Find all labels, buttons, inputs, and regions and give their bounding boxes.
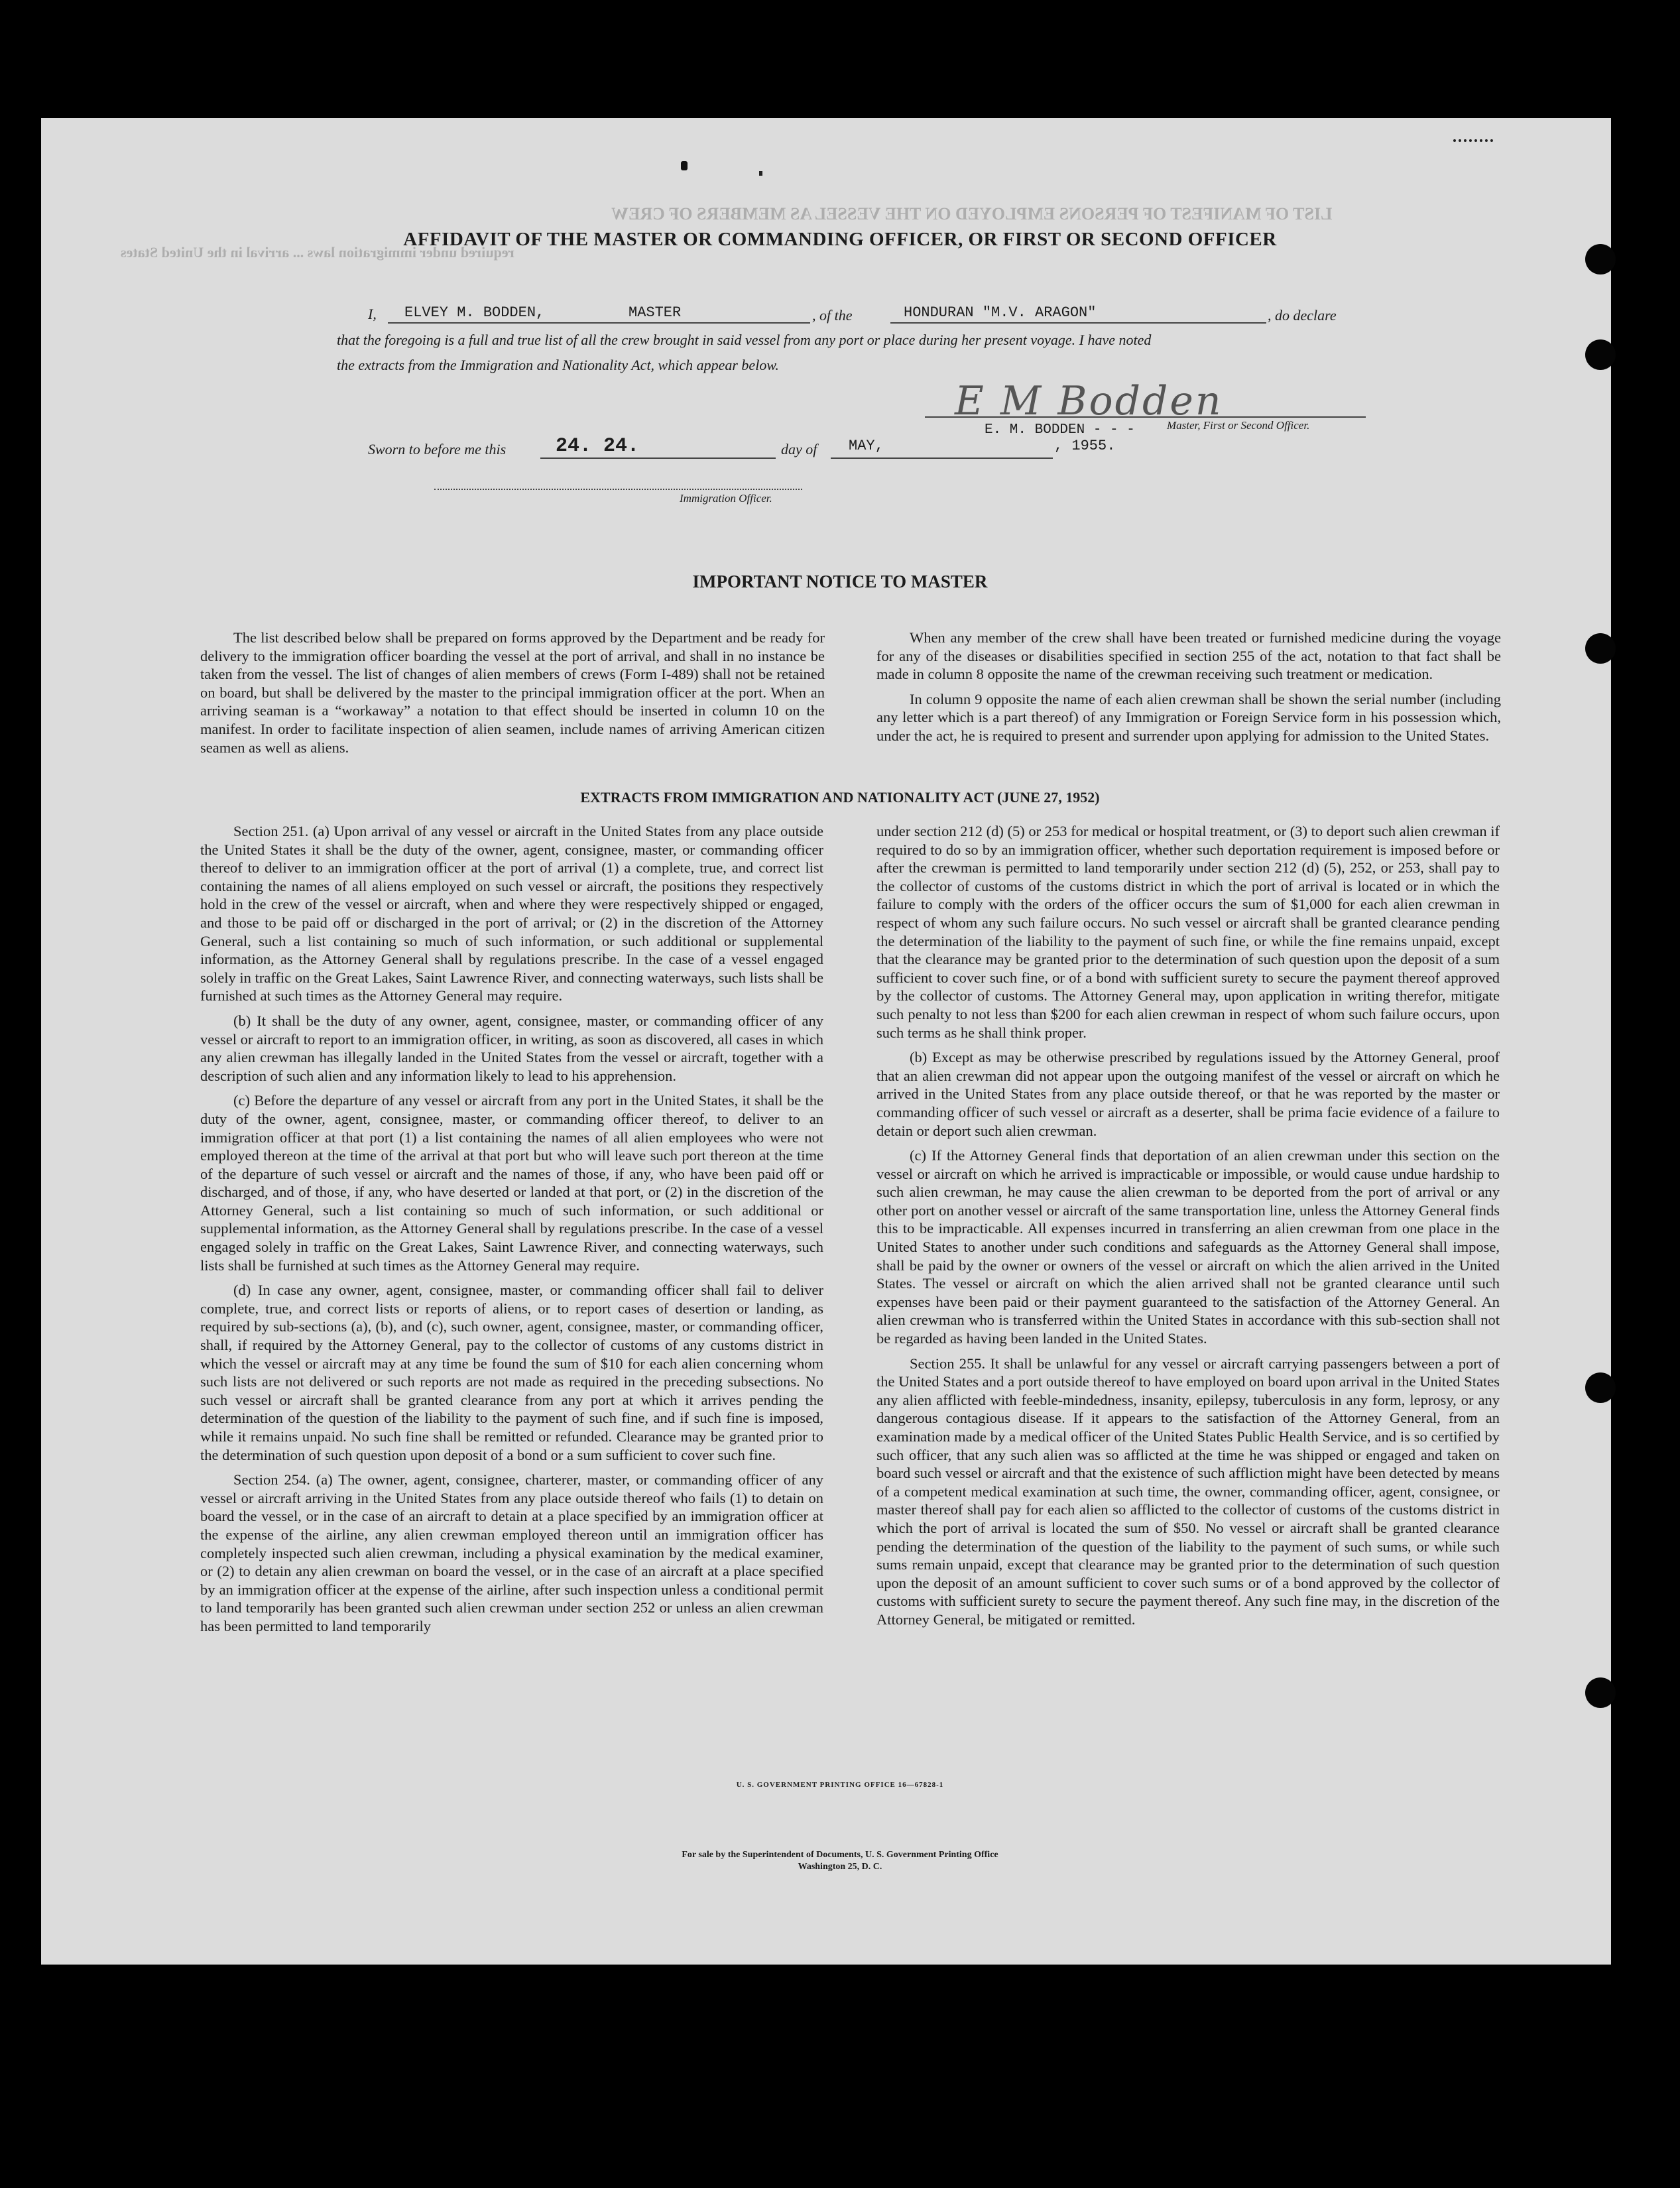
signature-underline	[925, 416, 1366, 418]
sworn-month: MAY,	[849, 438, 884, 454]
speck	[759, 171, 762, 176]
declaration-line-3: the extracts from the Immigration and Nationality Act, which appear below.	[337, 357, 779, 373]
vessel-name: HONDURAN "M.V. ARAGON"	[904, 304, 1097, 321]
notice-paragraph: In column 9 opposite the name of each alien crewman shall be shown the serial number (including any letter which is a part thereof) of any Immigration or Foreign Service form in his possession which, under the act, he is required to present and surrender upon applying for admission to the United States.	[876, 690, 1501, 744]
master-name: ELVEY M. BODDEN,	[404, 304, 545, 321]
day-of-label: day of	[781, 441, 817, 457]
handwritten-signature: E M Bodden	[955, 378, 1223, 424]
typed-name: E. M. BODDEN - - -	[985, 422, 1135, 438]
of-the-label: , of the	[812, 307, 853, 324]
name-underline	[388, 322, 810, 324]
sworn-year: , 1955.	[1054, 438, 1116, 454]
extracts-title: EXTRACTS FROM IMMIGRATION AND NATIONALITY ACT (JUNE 27, 1952)	[580, 789, 1100, 806]
immigration-officer-label: Immigration Officer.	[680, 492, 772, 505]
notice-right-column	[876, 629, 1501, 752]
section-paragraph: (d) In case any owner, agent, consignee, master, or commanding officer shall fail to deliver complete, true, and correct lists or reports of aliens, or to report cases of desertion or landing, as required by sub-sections (a), (b), and (c), such owner, agent, consignee, master, or commanding officer, shall, if required by the Attorney General, pay to the collector of customs of any customs district in which the vessel or aircraft may at any time be found the sum of $10 for each alien concerning whom such lists are not delivered or such reports are not made as required in the preceding subsections. No such vessel or aircraft shall be granted clearance from any port at which it arrives pending the determination of the question of the liability to the payment of such fine, and if such fine is imposed, while it remains unpaid. No such fine shall be remitted or refunded. Clearance may be granted prior to the determination of such question upon deposit of a bond or a sum sufficient to cover such fine.	[200, 1282, 823, 1463]
sale-line-2: Washington 25, D. C.	[798, 1862, 882, 1872]
speck	[1453, 139, 1493, 146]
officer-signature-line	[434, 489, 802, 490]
notice-left-column	[200, 629, 825, 763]
punch-hole	[1585, 1677, 1616, 1708]
section-paragraph: under section 212 (d) (5) or 253 for medical or hospital treatment, or (3) to deport such alien crewman if required to do so by an immigration officer, whether such deportation requirement is imposed before or after the crewman is permitted to land temporarily under section 212 (d) (5), 252, or 253, shall pay to the collector of customs of the customs district in which the port of arrival is located or in which the failure to comply with the orders of the officer occurs the sum of $1,000 for each alien crewman in respect of whom any such failure occurs. No such vessel or aircraft shall be granted clearance pending the determination of the liability to the payment of such fine, or while the fine remains unpaid, except that the clearance may be granted prior to the determination of such question upon the deposit of a sum sufficient to cover such fine, or of a bond with sufficient surety to secure the payment thereof approved by the collector of customs. The Attorney General may, upon application in writing therefor, mitigate such penalty to not less than $200 for each alien crewman in respect of whom such failure occurs, upon such terms as he shall think proper.	[876, 823, 1500, 1041]
extracts-left-column	[200, 822, 823, 1642]
punch-hole	[1585, 339, 1616, 370]
month-underline	[831, 457, 1053, 459]
sworn-day: 24. 24.	[556, 435, 640, 457]
do-declare-label: , do declare	[1268, 307, 1337, 324]
notice-paragraph: The list described below shall be prepared on forms approved by the Department and be ready for delivery to the immigration officer boarding the vessel at the port of arrival, and shall in no instance be taken from the vessel. The list of changes of alien members of crews (Form I-489) shall not be retained on board, but shall be delivered by the master to the principal immigration officer at the port. When an arriving seaman is a “workaway” a notation to that effect should be inserted in column 10 on the manifest. In order to facilitate inspection of alien seamen, include names of arriving American citizen seamen as well as aliens.	[200, 629, 825, 756]
bleedthrough-line-1: LIST OF MANIFEST OF PERSONS EMPLOYED ON THE VESSEL AS MEMBERS OF CREW	[611, 204, 1333, 223]
punch-hole	[1585, 633, 1616, 664]
sworn-label: Sworn to before me this	[368, 441, 507, 457]
bleedthrough-line-2: required under immigration laws ... arrival in the United States	[121, 244, 514, 261]
section-paragraph: (c) If the Attorney General finds that deportation of an alien crewman under this section on the vessel or aircraft on which he arrived is impracticable or impossible, or would cause undue hardship to such alien crewman, he may cause the alien crewman to be deported from the port of arrival or any other port on another vessel or aircraft of the same transportation line, unless the Attorney General finds this to be impracticable. All expenses incurred in transferring an alien crewman from one place in the United States to another under such conditions and safeguards as the Attorney General shall impose, shall be paid by the owner or owners of the vessel or aircraft on which the alien arrived in the United States. The vessel or aircraft on which the alien arrived shall not be granted clearance until such expenses have been paid or their payment guaranteed to the satisfaction of the Attorney General. An alien crewman who is transferred within the United States in accordance with this sub-section shall not be regarded as having been landed in the United States.	[876, 1147, 1500, 1347]
affidavit-title: AFFIDAVIT OF THE MASTER OR COMMANDING OFFICER, OR FIRST OR SECOND OFFICER	[403, 229, 1277, 250]
declaration-line-2: that the foregoing is a full and true list of all the crew brought in said vessel from any port or place during her present voyage. I have noted	[337, 332, 1152, 348]
section-paragraph: Section 251. (a) Upon arrival of any vessel or aircraft in the United States from any place outside the United States it shall be the duty of the owner, agent, consignee, master, or commanding officer thereof to deliver to an immigration officer at the port of arrival (1) a complete, true, and correct list containing the names of all aliens employed on such vessel or aircraft, the positions they respectively hold in the crew of the vessel or aircraft, when and where they were respectively shipped or engaged, and those to be paid off or discharged in the port of arrival; or (2) in the discretion of the Attorney General, such a list containing so much of such information, or such additional or supplemental information, as the Attorney General shall by regulations prescribe. In the case of a vessel engaged solely in traffic on the Great Lakes, Saint Lawrence River, and connecting waterways, such lists shall be furnished at such times as the Attorney General may require.	[200, 823, 823, 1004]
section-paragraph: Section 255. It shall be unlawful for any vessel or aircraft carrying passengers between a port of the United States and a port outside thereof to have employed on board upon arrival in the United States any alien afflicted with feeble-mindedness, insanity, epilepsy, tuberculosis in any form, leprosy, or any dangerous contagious disease. If it appears to the satisfaction of the Attorney General, from an examination made by a medical officer of the United States Public Health Service, and is so certified by such officer, that any such alien was so afflicted at the time he was shipped or engaged and taken on board such vessel or aircraft and that the existence of such affliction might have been detected by means of a competent medical examination at such time, the owner, commanding officer, agent, consignee, or master thereof shall pay for each alien so afflicted to the collector of customs of the customs district in which the port of arrival is located the sum of $50. No vessel or aircraft shall be granted clearance pending the determination of the question of the liability to the payment of such sums, or while such sums remain unpaid, except that clearance may be granted prior to the determination of such question upon the deposit of an amount sufficient to cover such sums or of a bond approved by the collector of customs with sufficient surety to secure the payment thereof. Any such fine may, in the discretion of the Attorney General, be mitigated or remitted.	[876, 1355, 1500, 1628]
declaration-prefix: I,	[368, 306, 377, 322]
printing-office-line: U. S. GOVERNMENT PRINTING OFFICE 16—67828-1	[736, 1781, 944, 1789]
vessel-underline	[890, 322, 1266, 324]
speck	[681, 161, 688, 170]
section-paragraph: (b) Except as may be otherwise prescribed by regulations issued by the Attorney General, proof that an alien crewman did not appear upon the outgoing manifest of the vessel or aircraft on which he arrived in the United States from any place outside thereof, or that he was reported by the master or commanding officer of such vessel or aircraft as a deserter, shall be prima facie evidence of a failure to detain or deport such alien crewman.	[876, 1049, 1500, 1139]
master-rank: MASTER	[629, 304, 682, 321]
section-paragraph: (b) It shall be the duty of any owner, agent, consignee, master, or commanding officer of any vessel or aircraft to report to an immigration officer, in writing, as soon as discovered, all cases in which any alien crewman has illegally landed in the United States from the vessel or aircraft, together with a description of such alien and any information likely to lead to his apprehension.	[200, 1012, 823, 1084]
section-paragraph: Section 254. (a) The owner, agent, consignee, charterer, master, or commanding officer of any vessel or aircraft arriving in the United States from any place outside thereof who fails (1) to detain on board the vessel, or in the case of an aircraft to detain at a place specified by an immigration officer at the expense of the airline, any alien crewman employed thereon until an immigration officer has completely inspected such alien crewman, including a physical examination by the medical examiner, or (2) to detain any alien crewman on board the vessel, or in the case of an aircraft at a place specified by an immigration officer at the expense of the airline, after such inspection unless a conditional permit to land temporarily has been granted such alien crewman under section 252 or unless an alien crewman has been permitted to land temporarily	[200, 1471, 823, 1634]
master-officer-label: Master, First or Second Officer.	[1167, 419, 1310, 432]
notice-title: IMPORTANT NOTICE TO MASTER	[692, 572, 988, 591]
notice-paragraph: When any member of the crew shall have been treated or furnished medicine during the voyage for any of the diseases or disabilities specified in section 255 of the act, notation to that fact shall be made in column 8 opposite the name of the crewman receiving such treatment or medication.	[876, 629, 1501, 683]
day-underline	[540, 457, 776, 459]
punch-hole	[1585, 1372, 1616, 1403]
section-paragraph: (c) Before the departure of any vessel or aircraft from any port in the United States, it shall be the duty of the owner, agent, consignee, master, or commanding officer thereof, to deliver to an immigration officer at that port (1) a list containing the names of all alien employees who were not employed thereon at the time of the arrival at that port but who will leave such port thereon at the time of the departure of such vessel or aircraft and the names of those, if any, who have been paid off or discharged, and of those, if any, who have deserted or landed at that port, or (2) in the discretion of the Attorney General, such a list containing so much of such information, or such additional or supplemental information, as the Attorney General shall by regulations prescribe. In the case of a vessel engaged solely in traffic on the Great Lakes, Saint Lawrence River, and connecting waterways, such lists shall be furnished at such times as the Attorney General may require.	[200, 1092, 823, 1274]
sale-line-1: For sale by the Superintendent of Documents, U. S. Government Printing Office	[682, 1850, 998, 1860]
extracts-right-column	[876, 822, 1500, 1636]
